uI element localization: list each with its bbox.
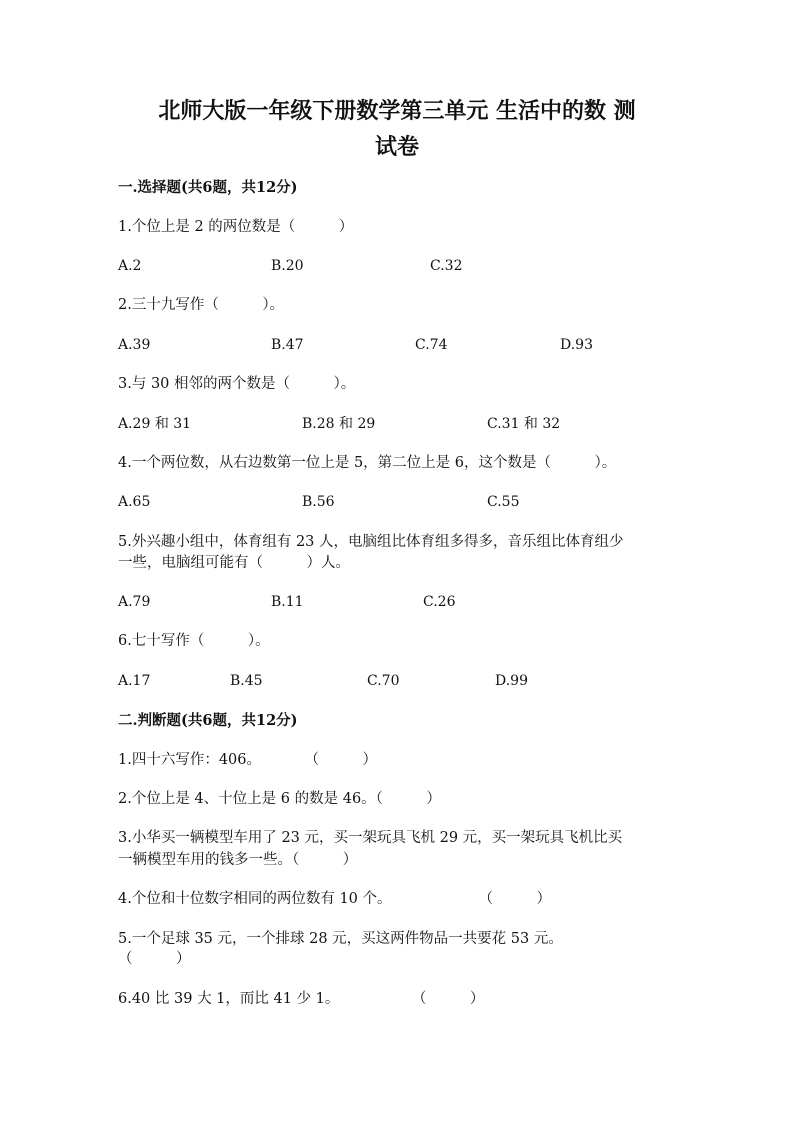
title-line-1: 北师大版一年级下册数学第三单元 生活中的数 测 [158, 99, 636, 124]
title-line-2: 试卷 [374, 135, 419, 160]
judge-question-5: 5.一个足球 35 元，一个排球 28 元，买这两件物品一共要花 53 元。 [118, 931, 563, 947]
choice-q5-option-a: A.79 [118, 594, 151, 610]
choice-q5-option-b: B.11 [271, 594, 304, 610]
page-title [110, 94, 684, 166]
choice-q4-option-c: C.55 [487, 494, 520, 510]
choice-question-1: 1.个位上是 2 的两位数是（ ） [118, 219, 354, 235]
judge-question-4: 4.个位和十位数字相同的两位数有 10 个。 （ ） [118, 891, 552, 907]
section-heading-choice: 一.选择题(共6题，共12分) [118, 179, 298, 196]
choice-q2-option-a: A.39 [118, 337, 151, 353]
choice-question-4: 4.一个两位数，从右边数第一位上是 5，第二位上是 6，这个数是（ ）。 [118, 455, 617, 471]
choice-q6-option-c: C.70 [367, 673, 400, 689]
judge-question-5-cont: （ ） [118, 951, 191, 967]
choice-q3-option-c: C.31 和 32 [487, 416, 561, 432]
choice-q1-option-a: A.2 [118, 258, 142, 274]
choice-q3-option-a: A.29 和 31 [118, 416, 192, 432]
choice-q4-option-a: A.65 [118, 494, 151, 510]
choice-q2-option-d: D.93 [560, 337, 593, 353]
choice-q6-option-d: D.99 [495, 673, 528, 689]
choice-question-5: 5.外兴趣小组中，体育组有 23 人，电脑组比体育组多得多，音乐组比体育组少 [118, 534, 624, 550]
choice-q3-option-b: B.28 和 29 [302, 416, 376, 432]
judge-question-2: 2.个位上是 4、十位上是 6 的数是 46。（ ） [118, 791, 441, 807]
judge-question-3-cont: 一辆模型车用的钱多一些。（ ） [118, 852, 358, 868]
choice-q1-option-c: C.32 [430, 258, 463, 274]
choice-question-5-cont: 一些，电脑组可能有（ ）人。 [118, 555, 350, 571]
choice-question-3: 3.与 30 相邻的两个数是（ ）。 [118, 376, 356, 392]
judge-question-6: 6.40 比 39 大 1，而比 41 少 1。 （ ） [118, 991, 485, 1007]
choice-q6-option-b: B.45 [230, 673, 263, 689]
choice-q6-option-a: A.17 [118, 673, 151, 689]
choice-q1-option-b: B.20 [271, 258, 304, 274]
choice-q2-option-b: B.47 [271, 337, 304, 353]
choice-question-6: 6.七十写作（ ）。 [118, 633, 270, 649]
judge-question-1: 1.四十六写作：406。 （ ） [118, 752, 378, 768]
choice-question-2: 2.三十九写作（ ）。 [118, 297, 285, 313]
choice-q2-option-c: C.74 [415, 337, 448, 353]
section-heading-judgement: 二.判断题(共6题，共12分) [118, 712, 298, 729]
choice-q5-option-c: C.26 [423, 594, 456, 610]
judge-question-3: 3.小华买一辆模型车用了 23 元，买一架玩具飞机 29 元，买一架玩具飞机比买 [118, 830, 623, 846]
choice-q4-option-b: B.56 [302, 494, 335, 510]
